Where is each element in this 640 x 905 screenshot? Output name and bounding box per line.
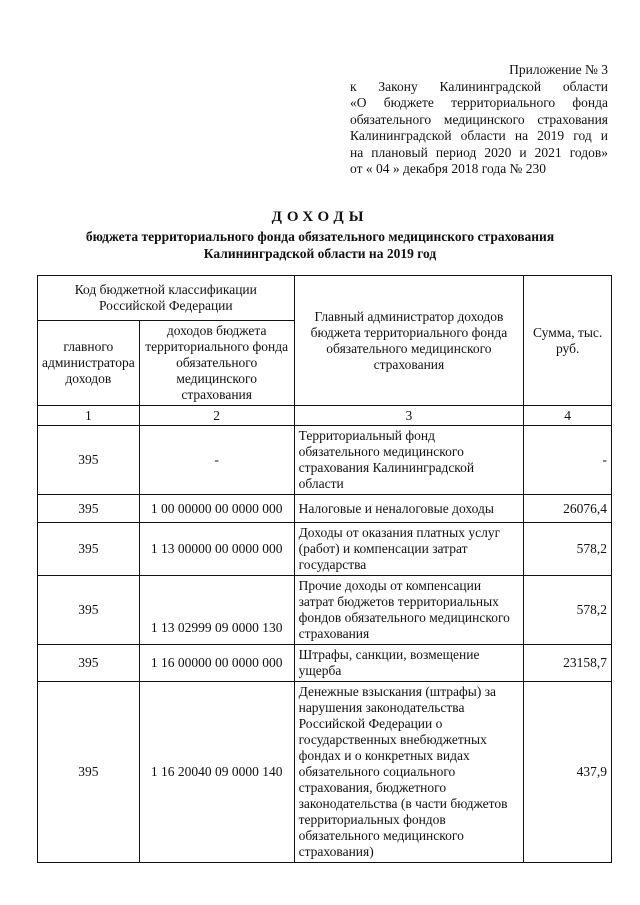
header-admin-code: главного администратора доходов <box>38 321 140 406</box>
header-sum: Сумма, тыс. руб. <box>524 276 612 406</box>
table-row <box>38 426 612 495</box>
column-number: 1 <box>38 406 140 426</box>
column-number: 2 <box>139 406 294 426</box>
table-row <box>38 495 612 523</box>
cell-sum: - <box>524 426 612 495</box>
column-number: 4 <box>524 406 612 426</box>
table-header-row <box>38 276 612 321</box>
cell-admin: 395 <box>38 645 140 682</box>
cell-admin: 395 <box>38 682 140 863</box>
cell-sum: 26076,4 <box>524 495 612 523</box>
column-number-row <box>38 406 612 426</box>
heading-title: ДОХОДЫ <box>271 209 369 225</box>
cell-sum: 578,2 <box>524 523 612 576</box>
appendix-title: Приложение № 3 <box>509 62 608 77</box>
document-heading <box>0 206 640 262</box>
heading-subtitle: Калининградской области на 2019 год <box>203 246 437 261</box>
appendix-line: на плановый период 2020 и 2021 годов» <box>350 144 608 160</box>
cell-code: 1 00 00000 00 0000 000 <box>139 495 294 523</box>
cell-admin: 395 <box>38 523 140 576</box>
cell-admin: 395 <box>38 426 140 495</box>
cell-name: Территориальный фонд обязательного медицинского страхования Калининградской области <box>294 426 524 495</box>
cell-name: Денежные взыскания (штрафы) за нарушения законодательства Российской Федерации о государственных внебюджетных фондах и о конкретных видах обязательного социального страхования, бюджетного законодательства (в части бюджетов территориальных фондов обязательного медицинского страхования) <box>294 682 524 863</box>
appendix-line: обязательного медицинского страхования <box>350 111 608 127</box>
header-kbk-group: Код бюджетной классификации Российской Федерации <box>38 276 295 321</box>
cell-code: - <box>139 426 294 495</box>
appendix-line: к Закону Калининградской области <box>350 78 608 94</box>
table-row <box>38 523 612 576</box>
cell-admin: 395 <box>38 495 140 523</box>
cell-name: Налоговые и неналоговые доходы <box>294 495 524 523</box>
cell-code: 1 16 00000 00 0000 000 <box>139 645 294 682</box>
cell-name: Штрафы, санкции, возмещение ущерба <box>294 645 524 682</box>
column-number: 3 <box>294 406 524 426</box>
appendix-line: «О бюджете территориального фонда <box>350 95 608 110</box>
cell-code: 1 16 20040 09 0000 140 <box>139 682 294 863</box>
header-income-code: доходов бюджета территориального фонда обязательного медицинского страхования <box>139 321 294 406</box>
cell-name: Доходы от оказания платных услуг (работ) и компенсации затрат государства <box>294 523 524 576</box>
cell-admin: 395 <box>38 576 140 645</box>
table-row <box>38 576 612 645</box>
cell-code: 1 13 00000 00 0000 000 <box>139 523 294 576</box>
heading-subtitle: бюджета территориального фонда обязательного медицинского страхования <box>85 229 555 244</box>
table-row <box>38 682 612 863</box>
cell-code: 1 13 02999 09 0000 130 <box>139 576 294 645</box>
cell-sum: 23158,7 <box>524 645 612 682</box>
cell-name: Прочие доходы от компенсации затрат бюджетов территориальных фондов обязательного медицинского страхования <box>294 576 524 645</box>
appendix-date-line: от « 04 » декабря 2018 года № 230 <box>350 161 547 176</box>
cell-sum: 437,9 <box>524 682 612 863</box>
income-table <box>37 275 612 863</box>
cell-sum: 578,2 <box>524 576 612 645</box>
header-admin-name: Главный администратор доходов бюджета территориального фонда обязательного медицинского страхования <box>294 276 524 406</box>
appendix-block <box>350 62 608 178</box>
appendix-line: Калининградской области на 2019 год и <box>350 128 608 143</box>
table-row <box>38 645 612 682</box>
